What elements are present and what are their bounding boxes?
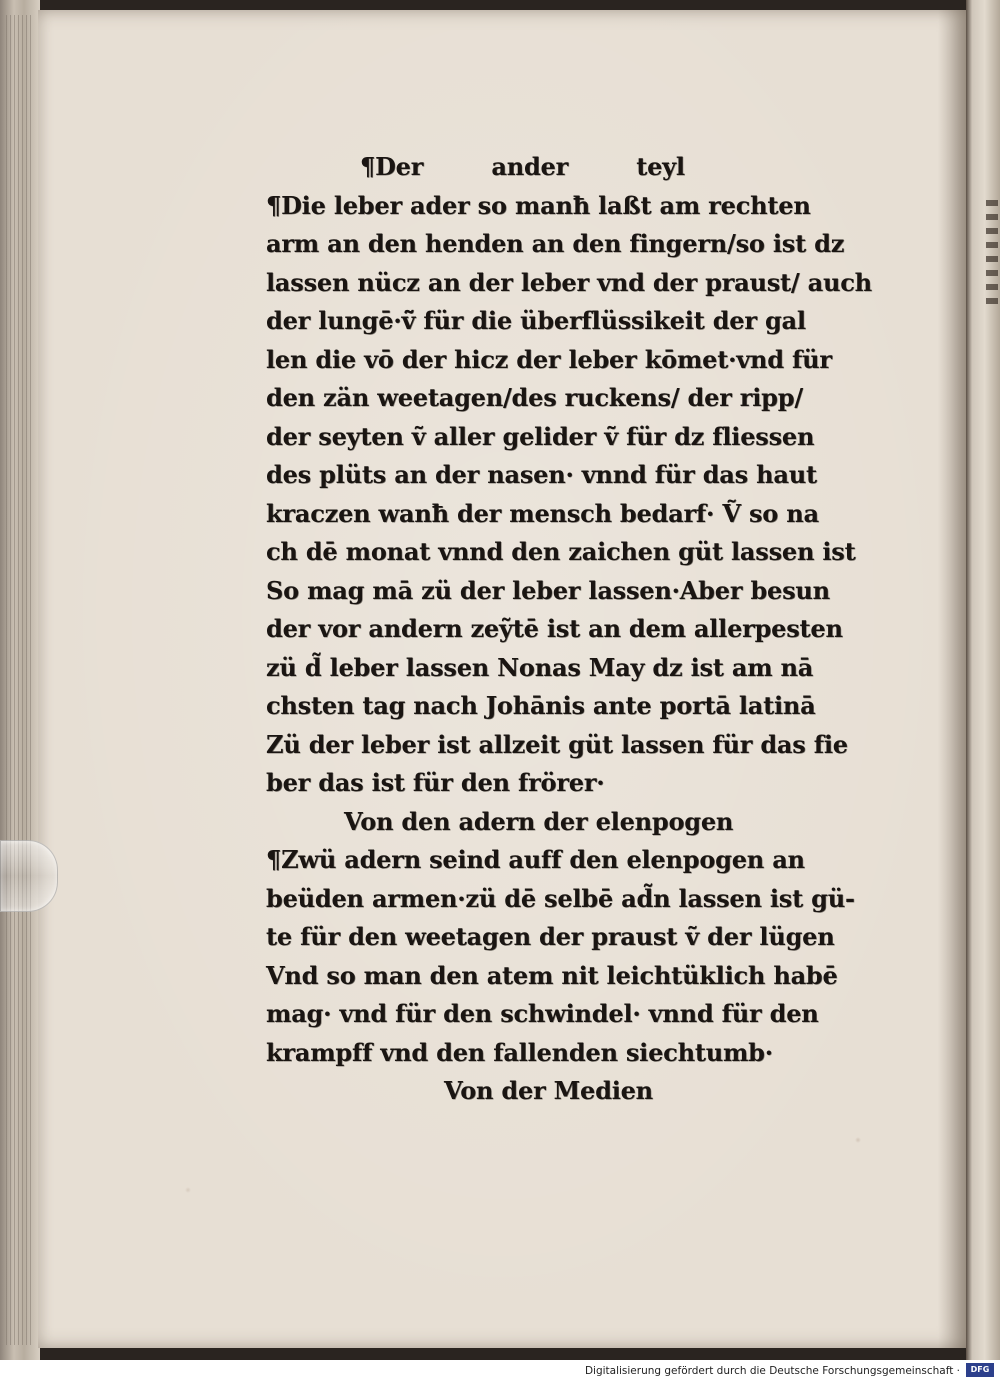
text-line: kraczen wanħ der mensch bedarf· Ṽ so na: [266, 498, 819, 528]
page-text-block: [266, 148, 906, 1111]
text-line: Zü der leber ist allzeit güt lassen für das fie: [266, 729, 848, 759]
gutter-shadow: [938, 10, 968, 1348]
running-heading: ¶Der ander teyl: [360, 152, 685, 181]
ink-bleed: [986, 200, 998, 310]
text-line: der vor andern zeỹtē ist an dem allerpesten: [266, 614, 843, 643]
text-line: ¶Zwü adern seind auff den elenpogen an: [266, 845, 805, 874]
text-line: des plüts an der nasen· vnnd für das haut: [266, 460, 817, 489]
text-line: So mag mā zü der leber lassen·Aber besun: [266, 575, 830, 605]
text-line: zü d̃ leber lassen Nonas May dz ist am nā: [266, 652, 814, 682]
text-line: mag· vnd für den schwindel· vnnd für den: [266, 999, 819, 1028]
text-line: krampff vnd den fallenden siechtumb·: [266, 1037, 773, 1067]
book-fore-edge-left: [0, 0, 40, 1360]
text-line: te für den weetagen der praust ṽ der lügen: [266, 922, 835, 951]
text-line: arm an den henden an den fingern/so ist dz: [266, 229, 845, 258]
book-page: [38, 10, 968, 1348]
digitization-credit: Digitalisierung gefördert durch die Deutsche Forschungsgemeinschaft ·: [584, 1365, 960, 1377]
text-line: Vnd so man den atem nit leichtüklich habē: [266, 960, 838, 990]
section-heading: Von den adern der elenpogen: [344, 806, 734, 836]
text-line: ¶Die leber ader so manħ laßt am rechten: [266, 190, 811, 220]
catchword-heading: Von der Medien: [444, 1076, 653, 1105]
page-clip: [0, 840, 58, 912]
dfg-logo: DFG: [966, 1363, 994, 1377]
text-line: lassen nücz an der leber vnd der praust/ auch: [266, 267, 872, 297]
text-line: der seyten ṽ aller gelider ṽ für dz fliessen: [266, 421, 815, 451]
text-line: len die vō der hicz der leber kōmet·vnd für: [266, 344, 832, 374]
facing-page-edge: [966, 0, 1000, 1360]
text-line: ch dē monat vnnd den zaichen güt lassen ist: [266, 537, 856, 566]
text-line: chsten tag nach Johānis ante portā latinā: [266, 691, 816, 720]
text-line: beüden armen·zü dē selbē ad̃n lassen ist gü-: [266, 883, 855, 913]
text-line: der lungē·ṽ̃ für die überflüssikeit der gal: [266, 306, 806, 335]
page-layers: [6, 15, 32, 1345]
text-line: ber das ist für den frörer·: [266, 768, 605, 797]
text-line: den zän weetagen/des ruckens/ der ripp/: [266, 383, 803, 412]
